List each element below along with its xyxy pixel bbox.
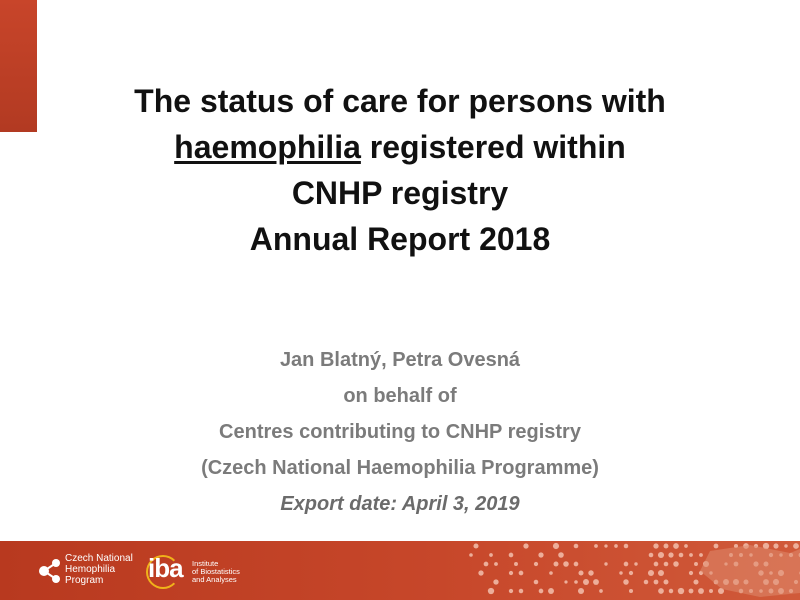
authors: Jan Blatný, Petra Ovesná [279, 349, 521, 371]
iba-logo-mark: iba [148, 553, 183, 583]
title-underlined-word: haemophilia [174, 129, 361, 165]
slide-title [60, 78, 740, 262]
centres: Centres contributing to CNHP registry [219, 421, 581, 443]
export-date: Export date: April 3, 2019 [280, 493, 520, 515]
title-line-2-rest: registered within [360, 129, 626, 165]
map-shape-icon [700, 545, 800, 597]
title-line-1: The status of care for persons with [134, 83, 666, 119]
title-line-2 [60, 124, 740, 170]
slide-subtitle [60, 342, 740, 522]
molecule-icon [38, 558, 62, 584]
corner-accent-bar [0, 0, 37, 132]
programme: (Czech National Haemophilia Programme) [201, 457, 599, 479]
title-line-3: CNHP registry [291, 175, 509, 211]
title-line-4: Annual Report 2018 [249, 221, 551, 257]
iba-logo-text: Institute of Biostatistics and Analyses [192, 559, 240, 584]
footer-bar [0, 541, 800, 600]
cnhp-logo-text: Czech National Hemophilia Program [65, 553, 133, 586]
dot-pattern-decoration [460, 541, 800, 600]
on-behalf: on behalf of [343, 385, 457, 407]
